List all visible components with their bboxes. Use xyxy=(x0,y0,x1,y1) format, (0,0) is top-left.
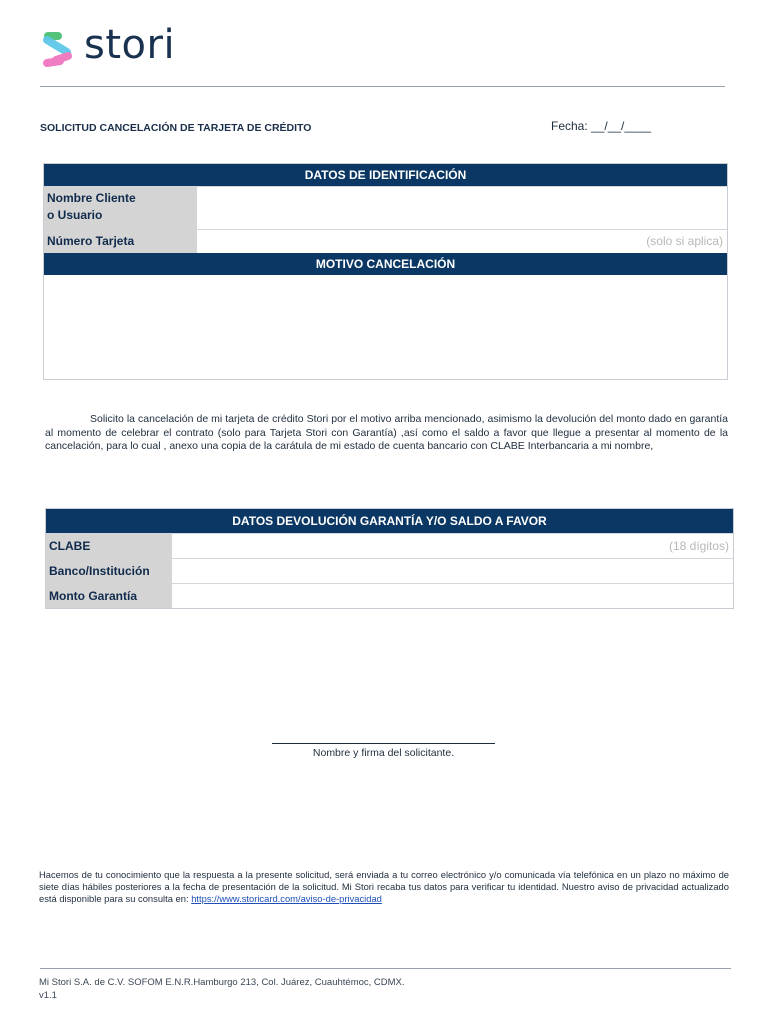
privacy-link[interactable]: https://www.storicard.com/aviso-de-privacidad xyxy=(191,893,382,904)
stori-logo xyxy=(40,22,240,72)
refund-table xyxy=(45,508,734,609)
nombre-label xyxy=(44,187,197,229)
identification-table xyxy=(43,163,728,380)
monto-row xyxy=(46,583,733,608)
footer xyxy=(39,976,405,1002)
footer-address: Mi Stori S.A. de C.V. SOFOM E.N.R.Hamburgo 213, Col. Juárez, Cuauhtémoc, CDMX. xyxy=(39,977,405,988)
tarjeta-input[interactable]: (solo si aplica) xyxy=(646,234,723,248)
refund-heading: DATOS DEVOLUCIÓN GARANTÍA Y/O SALDO A FAVOR xyxy=(46,509,733,533)
nombre-row xyxy=(44,186,727,229)
brand-name: stori xyxy=(84,22,176,68)
signature-line xyxy=(272,743,495,744)
banco-row xyxy=(46,558,733,583)
date-field[interactable]: Fecha: __/__/____ xyxy=(551,119,652,133)
signature-label: Nombre y firma del solicitante. xyxy=(312,747,455,759)
header-divider xyxy=(40,86,725,87)
identification-heading: DATOS DE IDENTIFICACIÓN xyxy=(44,164,727,186)
nombre-input[interactable] xyxy=(197,187,727,229)
monto-input[interactable] xyxy=(172,584,733,608)
privacy-notice xyxy=(39,869,729,905)
banco-input[interactable] xyxy=(172,559,733,583)
request-paragraph xyxy=(45,413,728,454)
footer-version: v1.1 xyxy=(39,990,57,1001)
monto-label: Monto Garantía xyxy=(46,584,172,608)
nombre-label-line2: o Usuario xyxy=(47,208,103,222)
nombre-label-line1: Nombre Cliente xyxy=(47,191,136,205)
request-paragraph-text: Solicito la cancelación de mi tarjeta de crédito Stori por el motivo arriba mencionado, asimismo la devolución del monto dado en garantía al momento de celebrar el contrato (solo para Tarjeta Stori con Garantía) ,así como el saldo a favor que llegue a presentar al momento de la cancelación, para lo cual , anexo una copia de la carátula de mi estado de cuenta bancario con CLABE Interbancaria a mi nombre, xyxy=(45,413,728,452)
tarjeta-row xyxy=(44,229,727,253)
tarjeta-label: Número Tarjeta xyxy=(44,230,197,253)
form-title: SOLICITUD CANCELACIÓN DE TARJETA DE CRÉDITO xyxy=(40,122,312,134)
motivo-input[interactable] xyxy=(44,275,727,379)
banco-label: Banco/Institución xyxy=(46,559,172,583)
privacy-notice-text: Hacemos de tu conocimiento que la respuesta a la presente solicitud, será enviada a tu correo electrónico y/o comunicada vía telefónica en un plazo no máximo de siete días hábiles posteriores a la fecha de presentación de la solicitud. Mi Stori recaba tus datos para verificar tu identidad. Nuestro aviso de privacidad actualizado está disponible para su consulta en: xyxy=(39,869,729,904)
stori-s-mark-icon xyxy=(40,28,76,72)
footer-divider xyxy=(40,968,731,969)
clabe-input[interactable]: (18 dígitos) xyxy=(668,539,729,553)
clabe-row xyxy=(46,533,733,558)
motivo-heading: MOTIVO CANCELACIÓN xyxy=(44,253,727,275)
clabe-label: CLABE xyxy=(46,534,172,558)
